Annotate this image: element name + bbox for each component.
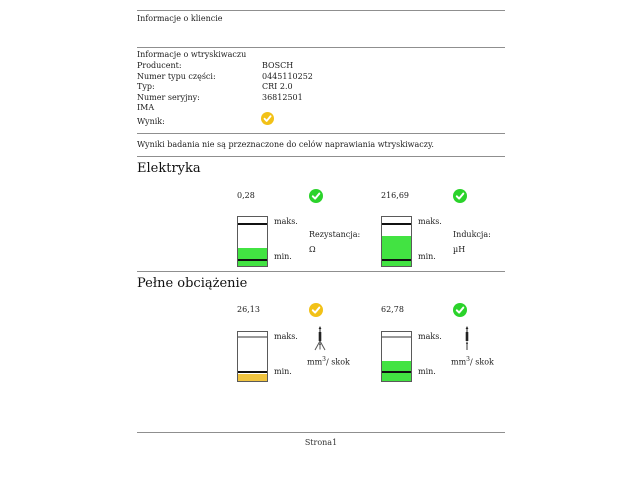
gauge-fill (238, 374, 267, 381)
unit-base: mm (307, 357, 323, 367)
status-check-icon (309, 303, 323, 317)
divider (137, 47, 505, 48)
divider (137, 156, 505, 157)
section-title-elektryka: Elektryka (137, 161, 201, 176)
unit-label (451, 356, 494, 367)
unit-label: µH (453, 245, 466, 254)
result-label: Wynik: (137, 117, 165, 126)
max-line (238, 336, 267, 338)
min-label: min. (274, 252, 292, 261)
customer-section-title: Informacje o kliencie (137, 14, 223, 23)
level-gauge (237, 216, 268, 267)
min-line (238, 371, 267, 373)
status-check-icon (453, 303, 467, 317)
gauge-fill (238, 248, 267, 266)
divider (137, 133, 505, 134)
measure-label: Indukcja: (453, 230, 491, 239)
unit-rest: / skok (470, 357, 494, 367)
divider (137, 432, 505, 433)
result-status-icon (261, 112, 274, 127)
info-row-label: Typ: (137, 82, 155, 91)
unit-rest: / skok (326, 357, 350, 367)
section-title-pelne-obciazenie: Pełne obciążenie (137, 276, 248, 291)
info-row-label: IMA (137, 103, 155, 112)
gauge-value: 26,13 (237, 305, 260, 314)
divider (137, 271, 505, 272)
info-row-value: 36812501 (262, 93, 303, 102)
divider (137, 10, 505, 11)
min-line (382, 259, 411, 261)
max-label: maks. (274, 217, 298, 226)
level-gauge (237, 331, 268, 382)
max-label: maks. (418, 332, 442, 341)
info-row-label: Producent: (137, 61, 182, 70)
gauge-indukcja (381, 191, 611, 271)
info-row-value: CRI 2.0 (262, 82, 293, 91)
measure-label: Rezystancja: (309, 230, 361, 239)
min-label: min. (418, 367, 436, 376)
max-label: maks. (418, 217, 442, 226)
disclaimer-text: Wyniki badania nie są przeznaczone do celów naprawiania wtryskiwaczy. (137, 140, 434, 149)
unit-sup: 3 (466, 356, 470, 363)
info-row-value: 0445110252 (262, 72, 313, 81)
status-check-icon (453, 189, 467, 203)
injector-spray-icon (311, 326, 329, 353)
min-label: min. (274, 367, 292, 376)
min-line (238, 259, 267, 261)
unit-label (307, 356, 350, 367)
max-label: maks. (274, 332, 298, 341)
max-line (382, 336, 411, 338)
info-row-label: Numer seryjny: (137, 93, 200, 102)
gauge-fill (382, 236, 411, 266)
min-line (382, 371, 411, 373)
unit-sup: 3 (322, 356, 326, 363)
max-line (382, 223, 411, 225)
status-check-icon (309, 189, 323, 203)
min-label: min. (418, 252, 436, 261)
info-row-value: BOSCH (262, 61, 294, 70)
gauge-value: 62,78 (381, 305, 404, 314)
page-number: Strona1 (304, 438, 338, 447)
injector-section-title: Informacje o wtryskiwaczu (137, 50, 247, 59)
level-gauge (381, 216, 412, 267)
info-row-label: Numer typu części: (137, 72, 216, 81)
unit-base: mm (451, 357, 467, 367)
gauge-value: 0,28 (237, 191, 255, 200)
injector-icon (458, 326, 476, 353)
unit-label: Ω (309, 245, 316, 254)
level-gauge (381, 331, 412, 382)
gauge-value: 216,69 (381, 191, 409, 200)
max-line (238, 223, 267, 225)
gauge-full-load-2 (381, 305, 611, 385)
